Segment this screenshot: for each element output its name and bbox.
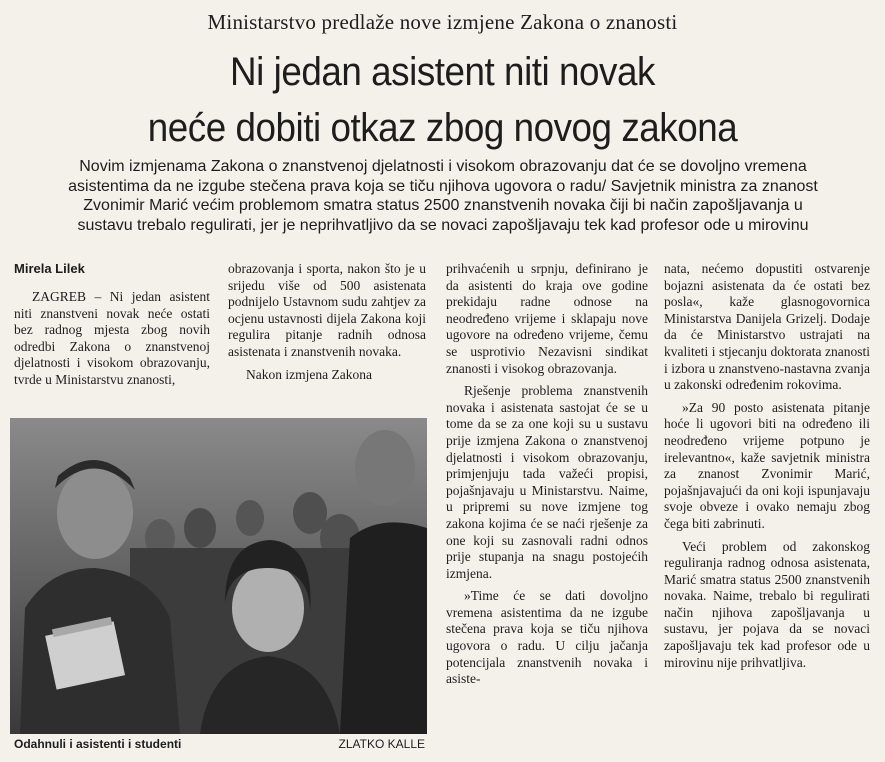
headline-line-2: neće dobiti otkaz zbog novog zakona [147,106,738,150]
photo-caption: Odahnuli i asistenti i studenti [14,737,182,751]
col3-paragraph-1: prihvaćenih u srpnju, definirano je da asistenti do kraja ove godine prekidaju radne odnose na neodređeno vrijeme i sklapaju nove ugovore na određeno vrijeme, čemu se usprotivio Nezavisni sindikat znanosti i visokog obrazovanja. [446,261,648,376]
col4-paragraph-1: nata, nećemo dopustiti ostvarenje bojazni asistenata da će ostati bez posla«, kaže glasnogovornica Ministarstva Danijela Grizelj. Dodaje da će Ministarstvo ustrajati na kvaliteti i stjecanju doktorata znanosti i izbora u znanstveno-nastavna zvanja u zakonski određenim rokovima. [664,261,870,393]
lead-line-2: asistentima da ne izgube stečena prava koja se tiču njihova ugovora o radu/ Savjetnik ministra za znanost [68,177,818,195]
col2-paragraph-1: obrazovanja i sporta, nakon što je u srijedu više od 500 asistenata podnijelo Ustavnom sudu zahtjev za ocjenu ustavnosti dijela Zakona koji regulira pitanje radnih odnosa asistenata i znanstvenih novaka. [228,261,426,359]
col1-paragraph-1: ZAGREB – Ni jedan asistent niti znanstveni novak neće ostati bez radnog mjesta zbog novih odredbi Zakona o znanstvenoj djelatnosti i visokom obrazovanju, tvrde u Ministarstvu znanosti, [14,289,210,387]
text-column-1 [14,289,210,389]
col4-paragraph-3: Veći problem od zakonskog reguliranja radnog odnosa asistenata, Marić smatra status 2500 znanstvenih novaka. Naime, trebalo bi regulirati način njihova zapošljavanja u sustavu, jer pojava da se novaci zapošljavaju tek kad profesor ode u mirovinu nije prihvatljiva. [664,538,870,670]
photo-illustration [10,418,427,734]
col2-paragraph-2: Nakon izmjena Zakona [246,366,372,382]
article-photo [10,418,427,734]
lead-line-3: Zvonimir Marić većim problemom smatra status 2500 znanstvenih novaka čiji bi način zapošljavanja u [83,197,803,214]
col3-paragraph-2: Rješenje problema znanstvenih novaka i asistenata sastojat će se u tome da se za one koji su u sustavu prije izmjena Zakona o znanstvenoj djelatnosti i visokom obrazovanju, primjenjuju tada važeći propisi, pojašnjavaju u Ministarstvu. Naime, u pripremi su nove izmjene tog zakona kojima će se naći rješenje za one koji su zasnovali radni odnos prije stupanja na snagu postojećih izmjena. [446,383,648,581]
text-column-3 [446,261,648,688]
article-lead [10,157,876,235]
lead-line-1: Novim izmjenama Zakona o znanstvenoj djelatnosti i visokom obrazovanju dat će se dovoljno vremena [79,158,807,175]
text-column-4 [664,261,870,671]
article-headline [35,44,849,156]
article-kicker: Ministarstvo predlaže nove izmjene Zakona o znanosti [207,10,678,34]
article-author: Mirela Lilek [14,261,85,276]
headline-line-1: Ni jedan asistent niti novak [230,50,655,94]
text-column-2 [228,261,426,383]
photo-credit: ZLATKO KALLE [338,737,425,751]
col3-paragraph-3: »Time će se dati dovoljno vremena asistentima da ne izgube stečena prava koja se tiču njihova ugovora o radu. U cilju jačanja potencijala znanstvenih novaka i asiste- [446,588,648,687]
lead-line-4: sustavu trebalo regulirati, jer je neprihvatljivo da se novaci zapošljavaju tek kad profesor ode u mirovinu [77,216,809,234]
col4-paragraph-2: »Za 90 posto asistenata pitanje hoće li ugovori biti na određeno ili neodređeno vrijeme potpuno je irelevantno«, kaže savjetnik ministra za znanost Zvonimir Marić, pojašnjavajući da oni koji ispunjavaju svoje obveze i ovako nemaju zbog čega biti zabrinuti. [664,399,870,531]
